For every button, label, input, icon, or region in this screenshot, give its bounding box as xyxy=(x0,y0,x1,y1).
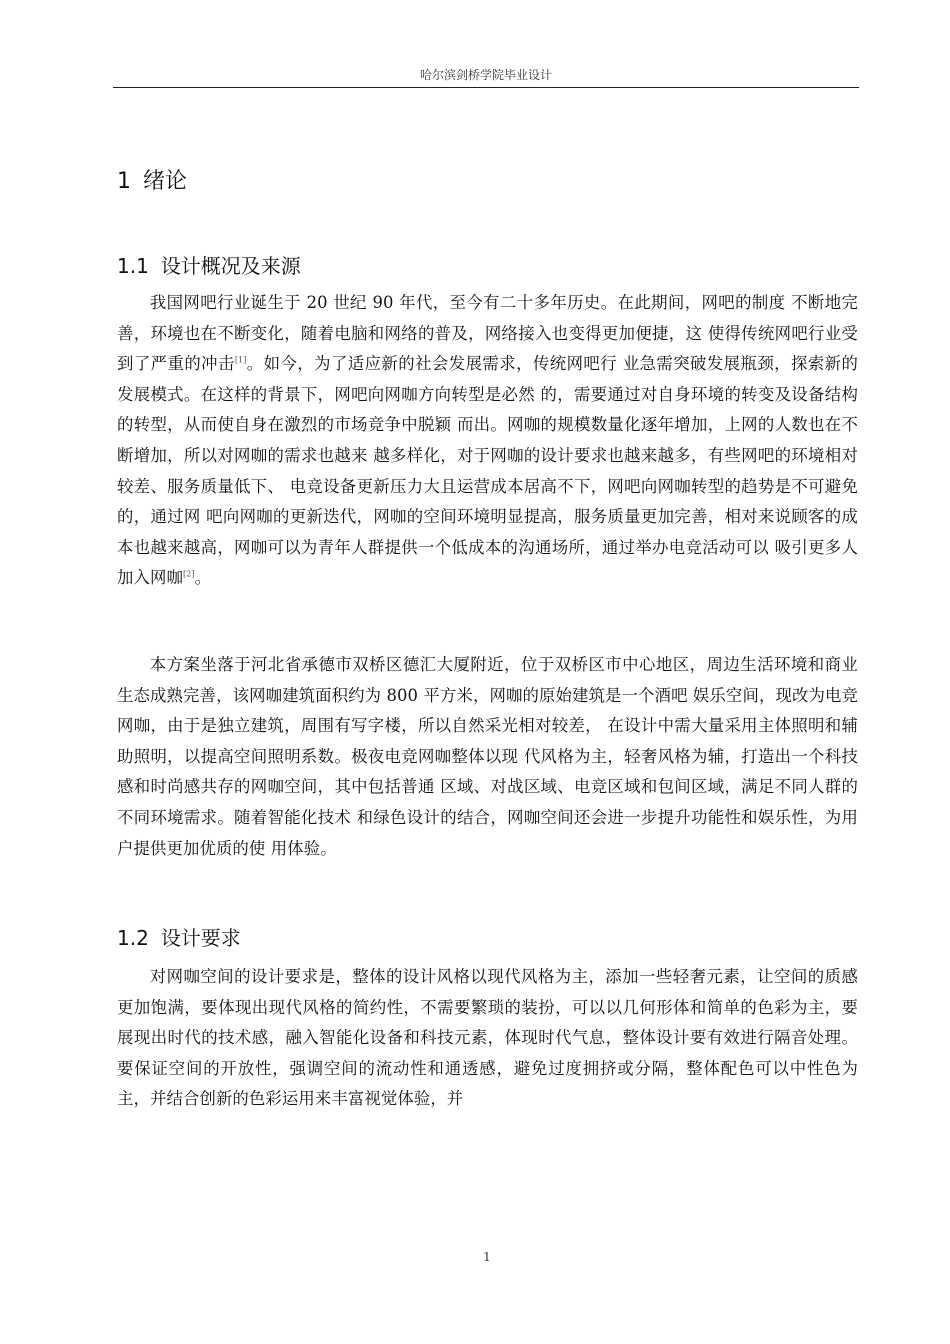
chapter-title: 绪论 xyxy=(143,169,188,194)
section-heading-1-1 xyxy=(117,250,301,279)
citation-ref-1: [1] xyxy=(234,355,247,365)
chapter-number: 1 xyxy=(117,169,131,194)
paragraph-text: 。 xyxy=(194,568,212,588)
paragraph-intro xyxy=(117,288,858,594)
section-heading-1-2 xyxy=(117,922,241,951)
chapter-heading xyxy=(117,164,187,195)
header-rule xyxy=(113,87,859,88)
section-number: 1.2 xyxy=(117,926,149,950)
section-title: 设计要求 xyxy=(160,926,241,950)
paragraph-project: 本方案坐落于河北省承德市双桥区德汇大厦附近，位于双桥区市中心地区，周边生活环境和商业生态成熟完善，该网咖建筑面积约为 800 平方米，网咖的原始建筑是一个酒吧 娱乐空间，现改为电竞网咖，由于是独立建筑，周围有写字楼，所以自然采光相对较差， 在设计中需大量采用主体照明和辅助照明，以提高空间照明系数。极夜电竞网咖整体以现 代风格为主，轻奢风格为辅，打造出一个科技感和时尚感共存的网咖空间，其中包括普通 区域、对战区域、电竞区域和包间区域，满足不同人群的不同环境需求。随着智能化技术 和绿色设计的结合，网咖空间还会进一步提升功能性和娱乐性，为用户提供更加优质的使 用体验。 xyxy=(117,655,858,858)
paragraph-text: 。如今，为了适应新的社会发展需求，传统网吧行 业急需突破发展瓶颈，探索新的发展模式。在这样的背景下，网吧向网咖方向转型是必然 的，需要通过对自身环境的转变及设备结构的转型，从而使自身在激烈的市场竞争中脱颖 而出。网咖的规模数量化逐年增加，上网的人数也在不断增加，所以对网咖的需求也越来 越多样化，对于网咖的设计要求也越来越多，有些网吧的环境相对较差、服务质量低下、 电竞设备更新压力大且运营成本居高不下，网吧向网咖转型的趋势是不可避免的，通过网 吧向网咖的更新迭代，网咖的空间环境明显提高，服务质量更加完善，相对来说顾客的成 本也越来越高，网咖可以为青年人群提供一个低成本的沟通场所，通过举办电竞活动可以 吸引更多人加入网咖 xyxy=(117,354,858,588)
paragraph-requirements: 对网咖空间的设计要求是，整体的设计风格以现代风格为主，添加一些轻奢元素，让空间的质感更加饱满，要体现出现代风格的简约性，不需要繁琐的装扮，可以以几何形体和简单的色彩为主，要展现出时代的技术感，融入智能化设备和科技元素，体现时代气息，整体设计要有效进行隔音处理。要保证空间的开放性，强调空间的流动性和通透感，避免过度拥挤或分隔，整体配色可以中性色为主，并结合创新的色彩运用来丰富视觉体验，并 xyxy=(117,967,858,1109)
section-number: 1.1 xyxy=(117,254,149,278)
citation-ref-2: [2] xyxy=(182,569,195,579)
paragraph-text: 我国网吧行业诞生于 20 世纪 90 年代，至今有二十多年历史。在此期间，网吧的制度 不断地完善，环境也在不断变化，随着电脑和网络的普及，网络接入也变得更加便捷，这 使得传统网吧行业受到了严重的冲击 xyxy=(117,293,858,374)
section-title: 设计概况及来源 xyxy=(160,254,301,278)
running-header: 哈尔滨剑桥学院毕业设计 xyxy=(419,68,552,82)
page-number: 1 xyxy=(483,1250,491,1264)
